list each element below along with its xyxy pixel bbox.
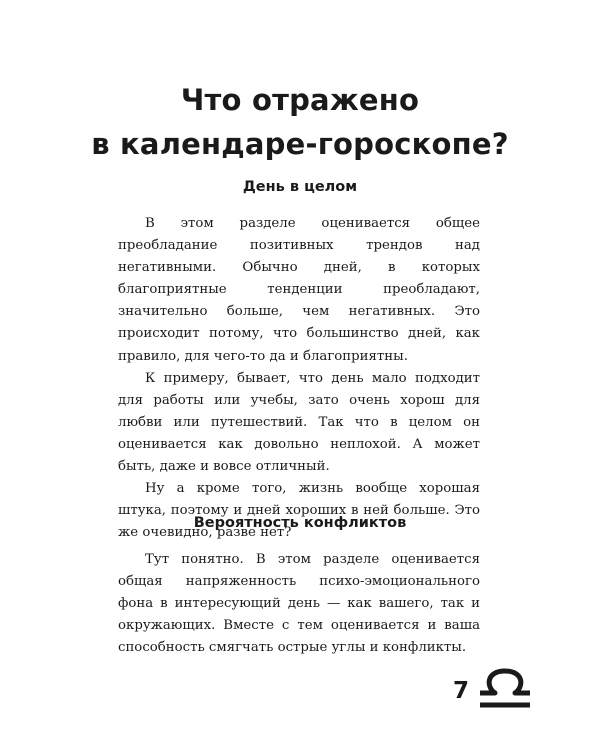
page-title-line-2: в календаре-гороскопе? <box>91 127 509 161</box>
page-title-line-1: Что отражено <box>180 83 420 117</box>
section-heading-day-overall: День в целом <box>242 179 358 195</box>
page-title <box>0 78 600 166</box>
paragraph: В этом разделе оценивается общее преобладание позитивных трендов над негативными. Обычно дней, в которых благоприятные тенденции преобладают, значительно больше, чем негативных. Это происходит потому, что большинство дней, как правило, для чего-то да и благоприятны. <box>118 216 480 364</box>
section-body-day-overall <box>118 213 480 544</box>
paragraph: Тут понятно. В этом разделе оценивается общая напряженность психо-эмоционального фона в интересующий день — как вашего, так и окружающих. Вместе с тем оценивается и ваша способность смягчать острые углы и конфликты. <box>118 552 480 656</box>
section-body-conflict-probability <box>118 549 480 659</box>
page-footer <box>440 655 540 715</box>
paragraph: Ну а кроме того, жизнь вообще хорошая штука, поэтому и дней хороших в ней больше. Это же очевидно, разве нет? <box>118 481 480 541</box>
section-heading-conflict-probability: Вероятность конфликтов <box>193 515 407 531</box>
paragraph: К примеру, бывает, что день мало подходит для работы или учебы, зато очень хорош для любви или путешествий. Так что в целом он оценивается как довольно неплохой. А может быть, даже и вовсе отличный. <box>118 370 480 475</box>
page-number: 7 <box>453 678 470 704</box>
libra-zodiac-icon <box>476 661 534 713</box>
